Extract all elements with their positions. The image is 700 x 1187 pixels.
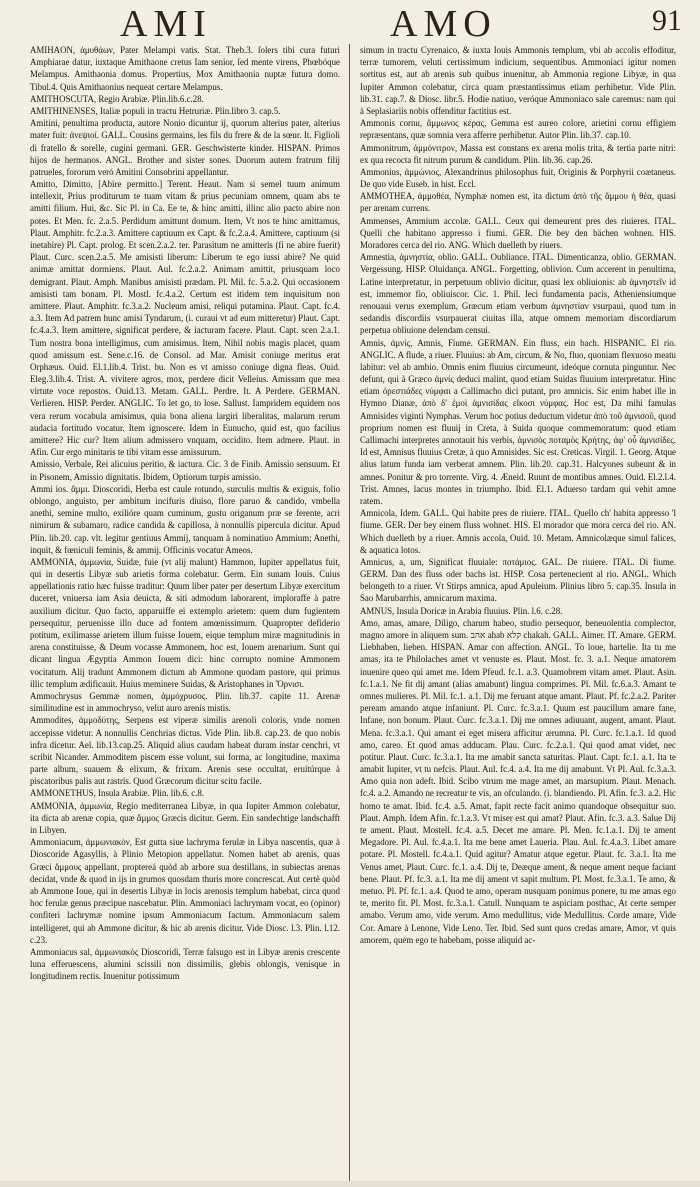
- entry-amnus: AMNUS, Insula Doricæ in Arabia fluuius. Plin. l.6. c.28.: [360, 605, 563, 616]
- running-header: [0, 0, 700, 44]
- entry-amnestia: Amnestia, ἀμνηστία, oblio. GALL. Oubliance. ITAL. Dimenticanza, oblio. GERMAN. Vergessung. HISP. Oluidança. ANGL. Forgetting, oblivion. Cum accerent in penultima, Latine interpretatur, in perpetuum oblivio dicitur, quasi lex obliuionis: ab ἀμνηστεῖν id est, immemor fio, obliuiscor. Cic. 1. Phil. Ieci fundamenta pacis, Atheniensiumque renouaui verus exemplum, Græcum etiam verbum ἀμνηστίαν vsurpaui, quod tum in sedandis discordiis vsurpauerat ciuitas illa, atque omnem memoriam discordiarum perpetua obliuione delendam censui.: [360, 252, 676, 336]
- entry-amnis: Amnis, ἀμνίς, Amnis, Fiume. GERMAN. Ein fluss, ein bach. HISPANIC. El rio. ANGLIC. A flude, a riuer. Fluuius: ab Am, circum, & No, fluo, quoniam flexuoso meatu labitur: vel ab ambio. Omnis enim fluuius circumeunt, ideóque cornuta pinguntur. Nec defunt, qui à Græco ἀμνίς deduci malint, quod etiam Suidas fluuium interpretatur. Hinc etiam ὀρεστιάδες νύμφαι a Callimacho dici putant, pro amnicis. Sic enim habet ille in Hymno Dianæ, ἀπὸ δ' ἐμοὶ ἀμνισίδας εἴκοσι νύμφας. Hoc est, Da mihi famulas Amnisides viginti Nymphas. Verum hoc potius deductum videtur ἀπὸ τοῦ ἀμνισοῦ, quod proprium nomen est fluuij in Creta, à Suida quoque commemoratum: quod etiam Callimachi interpretes annotauit his verbis, ἀμνισὸς ποταμὸς Κρήτης, ἀφ' οὗ ἀμνισίδες. Id est, Amnisus fluuius Cretæ, à quo Amnisides. Sic est. Creticas. Virgil. 1. Georg. Atque alius latum funda iam verberat amnem. Plin. lib.20. cap.31. Halcyones subeunt & in amnes. Ponitur & pro torrente. Virg. 4. Æneid. Ruunt de montibus amnes. Ouid. El.2.l.4. Trist. Amnes, lacus montes in triumpho. Ibid. El.1. Aduerso tardam qui vehit amne ratem.: [360, 337, 676, 506]
- headword-left: AMI: [120, 3, 212, 45]
- entry-ammonis-cornu: Ammonis cornu, ἄμμωνος κέρας, Gemma est aureo colore, arietini cornu effigiem repræsentans, quæ somnia vera afferre perhibetur. Autor Plin. lib.37. cap.10.: [360, 118, 676, 141]
- text-columns: [0, 44, 700, 1187]
- column-divider: [349, 44, 350, 1187]
- entry-ammonitrum: Ammonitrum, ἀμμόνιτρον, Massa est constans ex arena molis trita, & tertia parte nitri: ex qua recocta fit nitrum purum & candidum. Plin. lib.36. cap.26.: [360, 142, 676, 165]
- entry-amitto: Amitto, Dimitto, [Abire permitto.] Terent. Heaut. Nam si semel tuum animum intellexit, Prius proditurum te tuam vitam & prius pecuniam omnem, quam abs te amitti filium. Hui, &c. Sic Pl. in Ca. Ee te, & hinc amitti, illinc alio pacto abire non potes. Et Men. fc. 2.a.5. Perdidum amittunt domum. Item, Vt nos te hinc amittamus, Plaut. Amphitr. fc.2.a.3. Amittere captiuum ex Capt. & fc.2.a.4. Amittere, captiuum (si inetabire) Pl. Capt. prolog. Et scen.2.a.2. ter. Parasitum ne amitteris (fi ne abire fuerit) Plaut. Curc. scen.2.a.5. Me amisisti liberum: Liberum te ego iussi abire? Ne quid animæ amittat dormiens. Plaut. Aul. fc.2.a.2. Animam amittit, priusquam loco demigrant. Plaut. Amph. Manibus amisisti prædam. Pl. Mil. fc. 5.a.2. Qui occasionem amisisti tam bonam. Pl. Mostl. fc.4.a.2. Certum est itidem tem inquisitum non amittere. Plaut. Amphitr. fc.3.a.2. Nucleum amisi, reliqui putamina. Plaut. Capt. fc.4. a.3. Item Ad patrem hunc amisi Tyndarum, (i. curaui vt ad eum mitteretur) Plaut. Capt. fc.4.a.3. Item amittere, significat perdere, & iacturam facere. Plaut. Capt. scen 2.a.1. Tum nostra bona intelligimus, cum amisimus. Item, Nihil nobis magis placet, quam quod amissum est. Sene.c.16. de Consol. ad Mar. Amisit coniuge meritus erat Orphæus. Ouid. El.1.lib.4. Trist. bu. Non es vt amisso coniuge digna fleas. Ouid. Eleg.3.lib.4. Trist. A. vivitere agros, mox, perdere dicit Velleius. Amissam que mea virtute voce repostos. Ouid.13. Metam. GALL. Perdre. It. A Perdere. GERMAN. Verlieren. HISP. Perder. ANGLIC. To let go, to lose. Sallust. Iampridem equidem nos vera rerum vocabula amisimus, quia bona aliena largiri liberalitas, malarum rerum audacia fortitudo vocatur. Item ignoscere. Idem in Eunucho, quid est, quo facilius amittere? Hic cur? Item alium admissero vnquam, occidito. Item admere. Plaut. in Afin. Cur ergo minitaris te tibi vitam esse amissurum.: [30, 179, 340, 458]
- entry-amitini: Amitini, penultima producta, autore Nonio dicuntur ij, quorum alterius pater, alterius mater fuit: ἀνεψιοί. GALL. Cousins germains, les fils du frere & de la sœur. It. Figlioli di fratello & sorelle, cugini germani. GER. Geschwisterte kinder. HISPAN. Primos hijos de hermanos. ANGL. Brother and sister sones. Duorum autem fratrum filij patrueles, fororum veró Amitini Consobrini appellantur.: [30, 118, 340, 177]
- entry-ammodites: Ammodites, ἀμμοδύτης, Serpens est viperæ similis arenoli coloris, vnde nomen accepisse videtur. A nonnullis Cenchrias dictus. Vide Plin. lib.8. cap.23. de quo nobis infra dicetur. Ael. lib.13.cap.25. Aliquid alius caudam habeat duram instar cenchri, vt scribit Nicander. Ammoditem piscem esse volunt, sui forma, ac longitudine, maxima parte album, suauem & elixum, & frixum. Arenis sese occultat, eruitúrque à piscatoribus palis aut rastris. Quod Græcorum dicitur scitu facile.: [30, 715, 340, 787]
- page-number: 91: [652, 4, 682, 37]
- entry-ammonia-hammon: AMMONIA, ἀμμωνία, Suidæ, fuie (vt alij malunt) Hammon, Iupiter appellatus fuit, qui in desertis Libyæ sub arietis forma colebatur. Germ. Ein sunam Iouis. Cuius appellationis ratio hæc fuisse traditur: Quum liber pater per desertum Libyæ exercitum duceret, vniuersa iam Asia deuicta, & siti admodum laborarent, imploraffe à patre auxilium dicitur. Quo facto, apparuiffe ei extemplo arietem: quem dum fugientem persequitur, peruenisse illo duce ad fontem amœnissimum. Quapropter defiderio potitum, exilimasse arietem illum fuisse Iouem, eique templum miræ magnitudinis in arena constituisse, & Deum vocasse Ammonem, hoc est, Iouem arenarium. Sunt qui dicant lingua Ægyptia Ammon Iouem dici: hinc corrupto nomine Ammonem vocitatum. Alij tradunt Ammonem dictum ab Ammone quodam pastore, qui primus illic templum ædificauit. Huius meminere Suidas, & Aristophanes in Ὄρνισι.: [30, 556, 340, 689]
- entry-amissio: Amissio, Verbale, Rei alicuius peritio, & iactura. Cic. 3 de Finib. Amissio sensuum. Et in Pisonem, Amissio dignitatis. Ibidem, Optiorum turpis amissio.: [30, 459, 340, 482]
- entry-ammenses: Ammenses, Ammium accolæ. GALL. Ceux qui demeurent pres des riuieres. ITAL. Quelli che habitano appresso i fiumi. GER. Die bey den bächen wohnen. HIS. Moradores cerca del rio. ANG. Which duelleth by riuers.: [360, 215, 676, 250]
- entry-ammi: Ammi ios. ἄμμι. Dioscoridi, Herba est caule rotundo, surculis multis & exiguis, folio oblongo, anguisto, per ambitum incifuris diuiso, flore paruo & candido, vmbella anethi, semine multo, exilióre quam cuminum, gustu origanum præ se ferente, acri nimirum & subamaro, radice candida & capillosa, à nonnullis pipercula dicitur. Apud Plin. lib.20. cap. vlt. legitur gentiuus Ammij, tanquam à nominatiuo Ammium; Anethi, inquit, & fœniculi feminis, & ammij. Officinis vocatur Ameos.: [30, 483, 340, 555]
- entry-amithinenses: AMITHINENSES, Italiæ populi in tractu Hetruriæ. Plin.libro 3. cap.5.: [30, 105, 281, 116]
- entry-ammonethus: AMMONETHUS, Insula Arabiæ. Plin. lib.6. c.8.: [30, 788, 205, 799]
- entry-amo: Amo, amas, amare, Diligo, charum habeo, studio persequor, beneuolentia complector, magno amore in aliquem sum. אהב ahab קלא chakah. GALL. Aimer. IT. Amare. GERM. Liebhaben, lieben. HISPAN. Amar con affection. ANGL. To loue, hartelie. Ita tu me amas, ita te Philolaches amet vt venuste es. Plaut. Most. fc. 3. a.1. Neque amatorem inuenire queo qui amet me. Idem Pfeud. fc.1. a.3. Quamobrem vitam amet. Plaut. Asin. fc.1.a.1. Ne fit dij amant (alias amabunt) lingua comprimes. Pl. Mil. fc.6.a.3. Amant te omnes mulieres. Pl. Mil. fc.1. a.1. Dij me feruant atque amant. Plaut. Pf. fc.2.a.2. Pariter peream amando atque infaniunt. Pl. Curc. fc.3.a.1. Quum est paucillum amare fane, Infane, non bonum. Plaut. Curc. fc.3.a.1. Dij me omnes adiuuant, augent, amant. Plaut. Mena. fc.3.a.1. Qui amant ei eget misera afficitur ærumna. Pl. Curc. fc.1.a.1. Id quod amo, careo. Et quod amas adducam. Plau. Curc. fc.2.a.1. Qui quod amat videt, nec potitur. Plaut. Curc. fc.3.a.1. Ita me amabit sancta saturitas. Plaut. Capt. fc.1. a.1. Ita te amabit Iupiter, vt tu nefcis. Plaut. Aul. fc.4. a.4. Ita me dij amabunt. Vt Pl. Aul. fc.3.a.3. Amo quia non adeft. Ibid. Scibo vtrum me mage amet, an marsupium. Plaut. Menach. fc.4. a.2. Amando ne recreatur te vis, an ofculando. (i. blandiendo. Pl. Afin. fc.3. a.2. Hic homo te amat. Ibid. fc.4. a.5. Amat, fapit recte facit animo quandoque obsequitur suo. Plaut. Amph. Idem Afin. fc.1.a.3. Vt miser est qui amat? Plaut. Afin. fc.3. a.3. Salue Dij te ament. Plaut. Mostell. fc.4. a.5. Decet me amare. Pl. Men. fc.1.a.1. Dij te ament Megadore. Pl. Aul. fc.4.a.1. Ita me bene amet Laueria. Plau. Aul. fc.4.a.3. Libet amare potare. Pl. Mostell. fc.4.a.1. Quid agitur? Amatur atque egetur. Plaut. fc. 3.a.1. Ita me Venus amet, Plaut. Curc. fc.1. a.4. Dij te, Deæque ament, & neque ament neque faciant bene. Plaut. Pf. fc.3. a.1. Ita me dij ament vt sapit multum. Pl. Most. fc.3.a.1. Te amo, & metuo. Pl. Pf. fc.1. a.4. Quod te amo, operam nusquam ponimus ponere, tu me amas ego te, merito fit. Pl. Most. fc.3.a.1. Catull. Nunquam te aspiciam posthac, At certe semper amabo. Verum amo, vide verum. Amo medullitus, vide Medullitus. Corde amare, Vide Cor. Amare à Lenone, Vide Leno. Ter. Ibid. Sed sunt quos credas amare, Amor, vt quis amorem, quem ego te habebam, posse aliquid ac-: [360, 617, 676, 945]
- entry-amnicus: Amnicus, a, um, Significat fluuiale: ποτάμιος. GAL. De riuiere. ITAL. Di fiume. GERM. Dan des fluss oder bachs ist. HISP. Cosa pertenecient al rio. ANGL. Which belongeth to a riuer. Vt Stirps amnica, apud Apuleium. Plinius libro 5. cap.35. Insula in Sao Marubarrhis, amnicarum maxima.: [360, 556, 676, 604]
- entry-ammochrysus: Ammochrysus Gemmæ nomen, ἀμμόχρυσος. Plin. lib.37. capite 11. Arenæ similitudine est in ammochryso, velut auro arenis mistis.: [30, 690, 340, 714]
- entry-amnicola: Amnicola, Idem. GALL. Qui habite pres de riuiere. ITAL. Quello ch' habita appresso 'l fiume. GER. Der bey einem fluss wohnet. HIS. El morador que mora cerca del rio. AN. Which duelleth by a riuer. Amnis accola, Ouid. 10. Metam. Amnicolæque simul falices, & aquatica lotos.: [360, 508, 676, 555]
- entry-amithoscuta: AMITHOSCUTA, Regio Arabiæ. Plin.lib.6.c.28.: [30, 93, 204, 104]
- entry-ammonius: Ammonius, ἀμμώνιος, Alexandrinus philosophus fuit, Originis & Porphyrii coætaneus. De quo vide Euseb. in hist. Eccl.: [360, 166, 676, 190]
- entry-ammonia-regio: AMMONIA, ἀμμωνία, Regio mediterranea Libyæ, in qua Iupiter Ammon colebatur, ita dicta ab arenæ copia, quæ ἄμμος Græcis dicitur. Germ. Ein sandechtige landschafft in Libyen.: [30, 800, 340, 835]
- right-column: [360, 44, 676, 1187]
- entry-ammoniacum: Ammoniacum, ἀμμωνιακὸν, Est gutta siue lachryma ferulæ in Libya nascentis, quæ à Dioscoride Agasyllis, à Plinio Metopion appellatur. Nomen habet ab arenis, quas Græci ἄμμους appellant, proptereá quòd ab arbore sua destillans, in subiectas arenas decidat, vnde & quod in ijs in grumos quosdam thuris more concrescat. Aut certè quòd ab Ammone Ioue, qui in desertis Libyæ in locis arenosis templum habebat, circa quod hoc ferulæ genus præcipue nascebatur. Plin. Ammoniaci lachrymam vocat, eo (opinor) confiteri lachrymæ nomine ipsum Ammoniacum factum. Ammoniacum salem intelligeret, qui ab Ammone dicitur, & hic ab arenis dicitur. Vide Diosc. l.3. Plin. l.12. c.23.: [30, 837, 340, 945]
- headword-right: AMO: [390, 3, 497, 45]
- entry-ammothea: AMMOTHEA, ἀμμοθέα, Nymphæ nomen est, ita dictum ἀπὸ τῆς ἄμμου ἡ θέα, quasi per arenam currens.: [360, 191, 676, 214]
- entry-ammoniacus-sal: Ammoniacus sal, ἀμμωνιακὸς Dioscoridi, Terræ falsugo est in Libyæ arenis crescente luna efferuescens, alumini scissili non dissimilis, glebis oblongis, venisque in longitudinem rectis. Inuenitur potissimum: [30, 946, 340, 982]
- left-column: [30, 44, 340, 1187]
- entry-amithaon: AMIHAON, ἀμυθάων, Pater Melampi vatis. Stat. Theb.3. ſolers tibi cura futuri Amphiarae datur, iuxtaque Amithaone cretus Iam senior, ſed mente virens, Phœbóque Melampus. Amithaonia domus. Propertius, Mox Amithaonia nuptæ futura domo. Tibul.4. Quis Amithaonius nequeat certare Melampus.: [30, 45, 340, 92]
- entry-ammoniacus-sal-cont: simum in tractu Cyrenaico, & iuxta Iouis Ammonis templum, vbi ab accolis effoditur, terræ tumorem, veluti certissimum indicium, sequentibus. Ammoniaci igitur nomen sortitus est, aut ab arenis sub quibus inuenitur, ab Ammonia regione Libyæ, in qua Iupiter Ammon colebatur, circa quam præstantissimus etiam perhibetur. Vide Plin. lib.31. cap.7. & Diosc. libr.5. Hodie natiuo, veróque Ammoniaco sale caremus: nam qui à Seplasiariis nobis offenditur factitius est.: [360, 45, 676, 116]
- page-bottom-edge: [0, 1181, 700, 1187]
